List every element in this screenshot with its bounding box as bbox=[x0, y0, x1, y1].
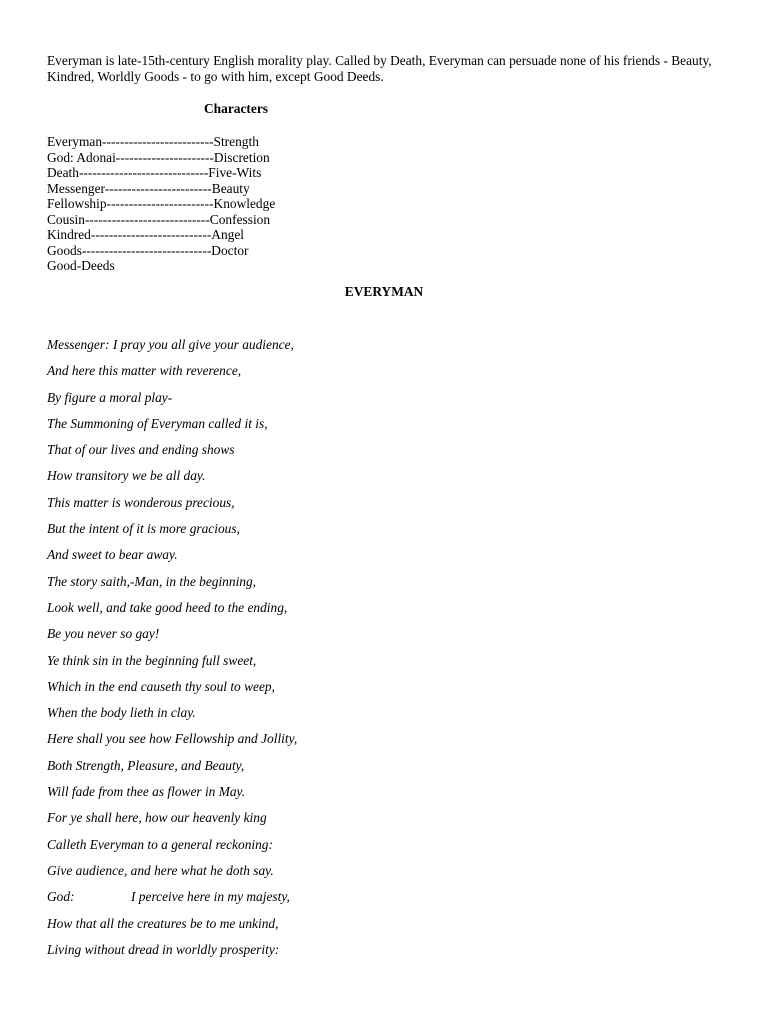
verse-line: Messenger: I pray you all give your audience, bbox=[47, 337, 294, 352]
verse-line: And sweet to bear away. bbox=[47, 547, 178, 563]
characters-heading: Characters bbox=[204, 101, 268, 116]
verse-line: Ye think sin in the beginning full sweet, bbox=[47, 652, 257, 668]
speaker-label: God: bbox=[47, 889, 75, 905]
character-line: Death-----------------------------Five-Wits bbox=[47, 165, 262, 180]
verse-line: The story saith,-Man, in the beginning, bbox=[47, 573, 257, 589]
character-line: Cousin----------------------------Confession bbox=[47, 211, 271, 227]
verse-block bbox=[47, 337, 297, 968]
verse-line: That of our lives and ending shows bbox=[47, 442, 235, 458]
verse-line: Both Strength, Pleasure, and Beauty, bbox=[47, 757, 245, 773]
character-line: Messenger------------------------Beauty bbox=[47, 180, 250, 196]
character-line: Goods-----------------------------Doctor bbox=[47, 242, 249, 258]
verse-line: Which in the end causeth thy soul to weep, bbox=[47, 678, 275, 694]
verse-line: Here shall you see how Fellowship and Jollity, bbox=[47, 731, 298, 747]
verse-text: I perceive here in my majesty, bbox=[131, 889, 290, 905]
verse-line: The Summoning of Everyman called it is, bbox=[47, 415, 268, 431]
verse-line: Look well, and take good heed to the ending, bbox=[47, 599, 288, 615]
intro-paragraph: Everyman is late-15th-century English morality play. Called by Death, Everyman can persuade none of his friends - Beauty, Kindred, Worldly Goods - to go with him, except Good Deeds. bbox=[47, 53, 712, 84]
verse-line: And here this matter with reverence, bbox=[47, 363, 242, 379]
character-line: Everyman-------------------------Strength bbox=[47, 134, 259, 149]
god-verse-line bbox=[47, 889, 297, 915]
verse-line: Calleth Everyman to a general reckoning: bbox=[47, 836, 273, 852]
verse-line: By figure a moral play- bbox=[47, 389, 173, 405]
verse-line: How transitory we be all day. bbox=[47, 468, 206, 484]
verse-line: How that all the creatures be to me unkind, bbox=[47, 915, 279, 931]
verse-line: But the intent of it is more gracious, bbox=[47, 521, 240, 537]
play-title: EVERYMAN bbox=[344, 284, 424, 299]
character-line: God: Adonai----------------------Discretion bbox=[47, 149, 270, 165]
verse-line: Give audience, and here what he doth say. bbox=[47, 862, 274, 878]
verse-line: Be you never so gay! bbox=[47, 626, 160, 642]
verse-line: For ye shall here, how our heavenly king bbox=[47, 810, 267, 826]
character-line: Fellowship------------------------Knowledge bbox=[47, 196, 276, 211]
verse-line: When the body lieth in clay. bbox=[47, 705, 196, 721]
character-line: Good-Deeds bbox=[47, 258, 115, 273]
verse-line: Will fade from thee as flower in May. bbox=[47, 784, 246, 800]
verse-line: This matter is wonderous precious, bbox=[47, 494, 235, 510]
characters-list bbox=[47, 134, 275, 274]
verse-line: Living without dread in worldly prosperity: bbox=[47, 941, 280, 957]
character-line: Kindred---------------------------Angel bbox=[47, 227, 245, 242]
